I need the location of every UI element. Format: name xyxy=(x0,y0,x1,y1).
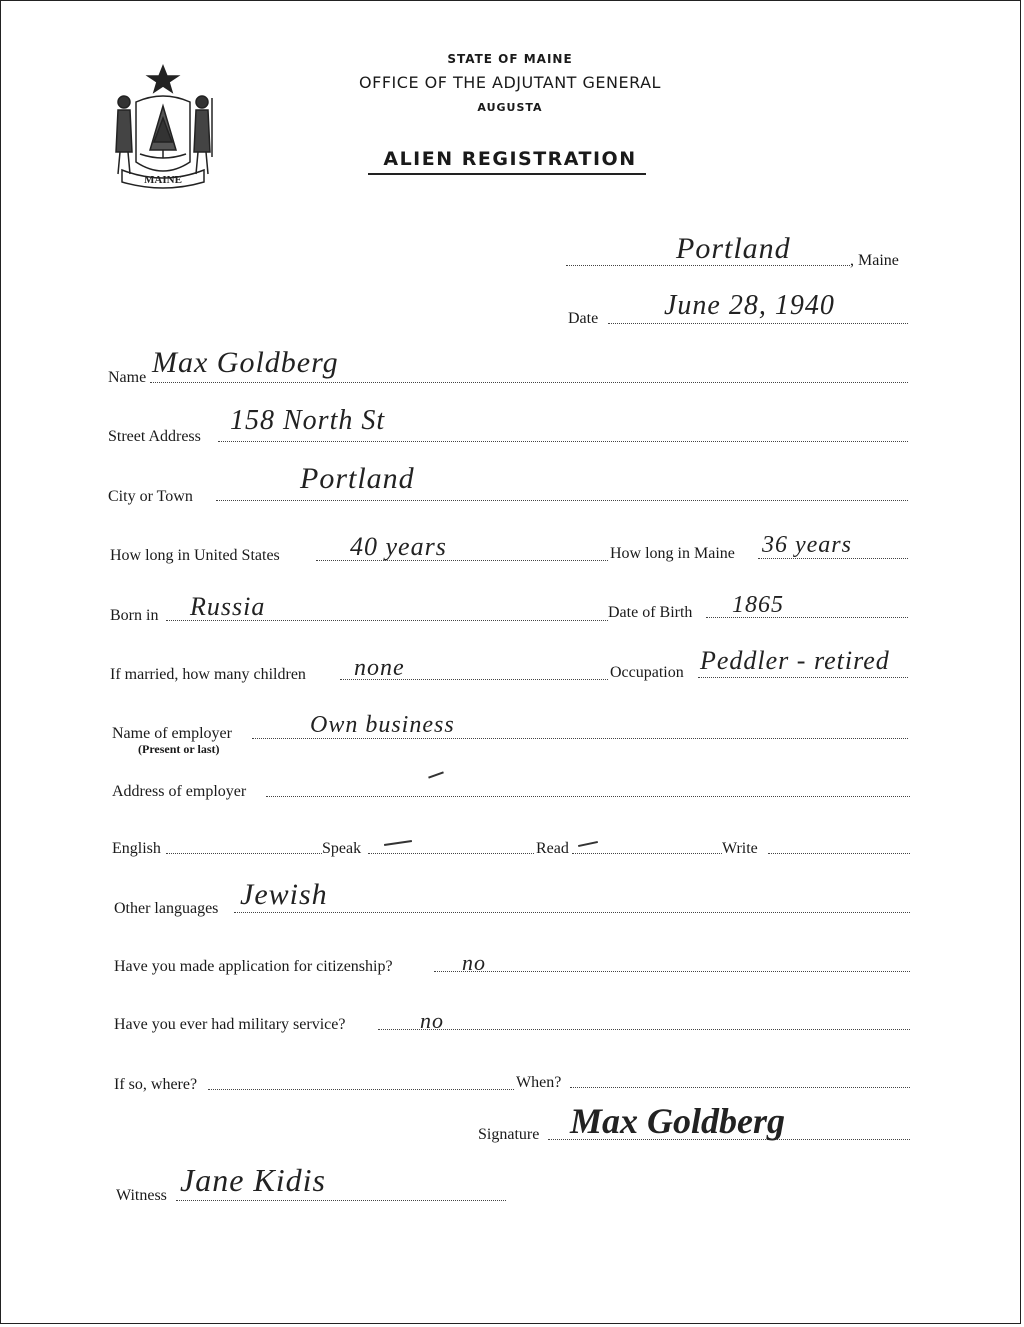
street-label: Street Address xyxy=(108,428,201,445)
military-label: Have you ever had military service? xyxy=(114,1016,346,1033)
employer-handwritten: Own business xyxy=(310,712,455,738)
employer-address-line xyxy=(266,796,910,797)
occupation-line xyxy=(698,677,908,678)
place-suffix-label: , Maine xyxy=(850,252,899,269)
citizenship-handwritten: no xyxy=(462,950,486,975)
header-office: OFFICE OF THE ADJUTANT GENERAL xyxy=(359,73,661,92)
city-label: City or Town xyxy=(108,488,193,505)
children-label: If married, how many children xyxy=(110,666,306,683)
born-label: Born in xyxy=(110,607,159,624)
us-duration-label: How long in United States xyxy=(110,547,280,564)
english-label: English xyxy=(112,840,161,857)
name-line xyxy=(150,382,908,383)
signature-handwritten: Max Goldberg xyxy=(570,1101,785,1141)
date-handwritten: June 28, 1940 xyxy=(664,290,835,321)
witness-label: Witness xyxy=(116,1187,167,1204)
street-line xyxy=(218,441,908,442)
employer-address-label: Address of employer xyxy=(112,783,247,800)
when-label: When? xyxy=(516,1074,562,1091)
where-label: If so, where? xyxy=(114,1076,198,1093)
name-handwritten: Max Goldberg xyxy=(152,346,339,379)
witness-handwritten: Jane Kidis xyxy=(180,1162,326,1198)
when-line xyxy=(570,1087,910,1088)
city-handwritten: Portland xyxy=(300,462,415,495)
name-label: Name xyxy=(108,369,147,386)
born-handwritten: Russia xyxy=(190,592,266,621)
occupation-label: Occupation xyxy=(610,664,684,681)
dob-label: Date of Birth xyxy=(608,604,693,621)
place-handwritten: Portland xyxy=(676,232,791,265)
dob-handwritten: 1865 xyxy=(732,592,784,618)
city-line xyxy=(216,500,908,501)
witness-line xyxy=(176,1200,506,1201)
signature-label: Signature xyxy=(478,1126,540,1143)
header-state: STATE OF MAINE xyxy=(447,52,573,66)
other-languages-handwritten: Jewish xyxy=(240,878,328,911)
write-label: Write xyxy=(722,840,758,857)
maine-duration-label: How long in Maine xyxy=(610,545,735,562)
other-languages-line xyxy=(234,912,910,913)
speak-label: Speak xyxy=(322,840,362,857)
occupation-handwritten: Peddler - retired xyxy=(700,646,890,675)
street-handwritten: 158 North St xyxy=(230,405,386,436)
children-handwritten: none xyxy=(354,655,405,681)
citizenship-label: Have you made application for citizenship? xyxy=(114,958,393,975)
english-line xyxy=(166,853,322,854)
speak-line xyxy=(368,853,534,854)
military-handwritten: no xyxy=(420,1008,444,1033)
citizenship-line xyxy=(434,971,910,972)
write-line xyxy=(768,853,910,854)
title-underline xyxy=(368,173,646,175)
read-line xyxy=(572,853,722,854)
other-languages-label: Other languages xyxy=(114,900,219,917)
form-title: ALIEN REGISTRATION xyxy=(383,148,637,170)
employer-label: Name of employer xyxy=(112,725,232,742)
read-label: Read xyxy=(536,840,569,857)
header-city: AUGUSTA xyxy=(477,101,543,114)
maine-duration-handwritten: 36 years xyxy=(762,532,852,558)
seal-banner-text: MAINE xyxy=(144,174,182,186)
where-line xyxy=(208,1089,514,1090)
maine-state-seal xyxy=(108,62,218,192)
date-line xyxy=(608,323,908,324)
us-duration-handwritten: 40 years xyxy=(350,532,447,561)
employer-sublabel: (Present or last) xyxy=(138,742,220,756)
military-line xyxy=(378,1029,910,1030)
date-label: Date xyxy=(568,310,599,327)
